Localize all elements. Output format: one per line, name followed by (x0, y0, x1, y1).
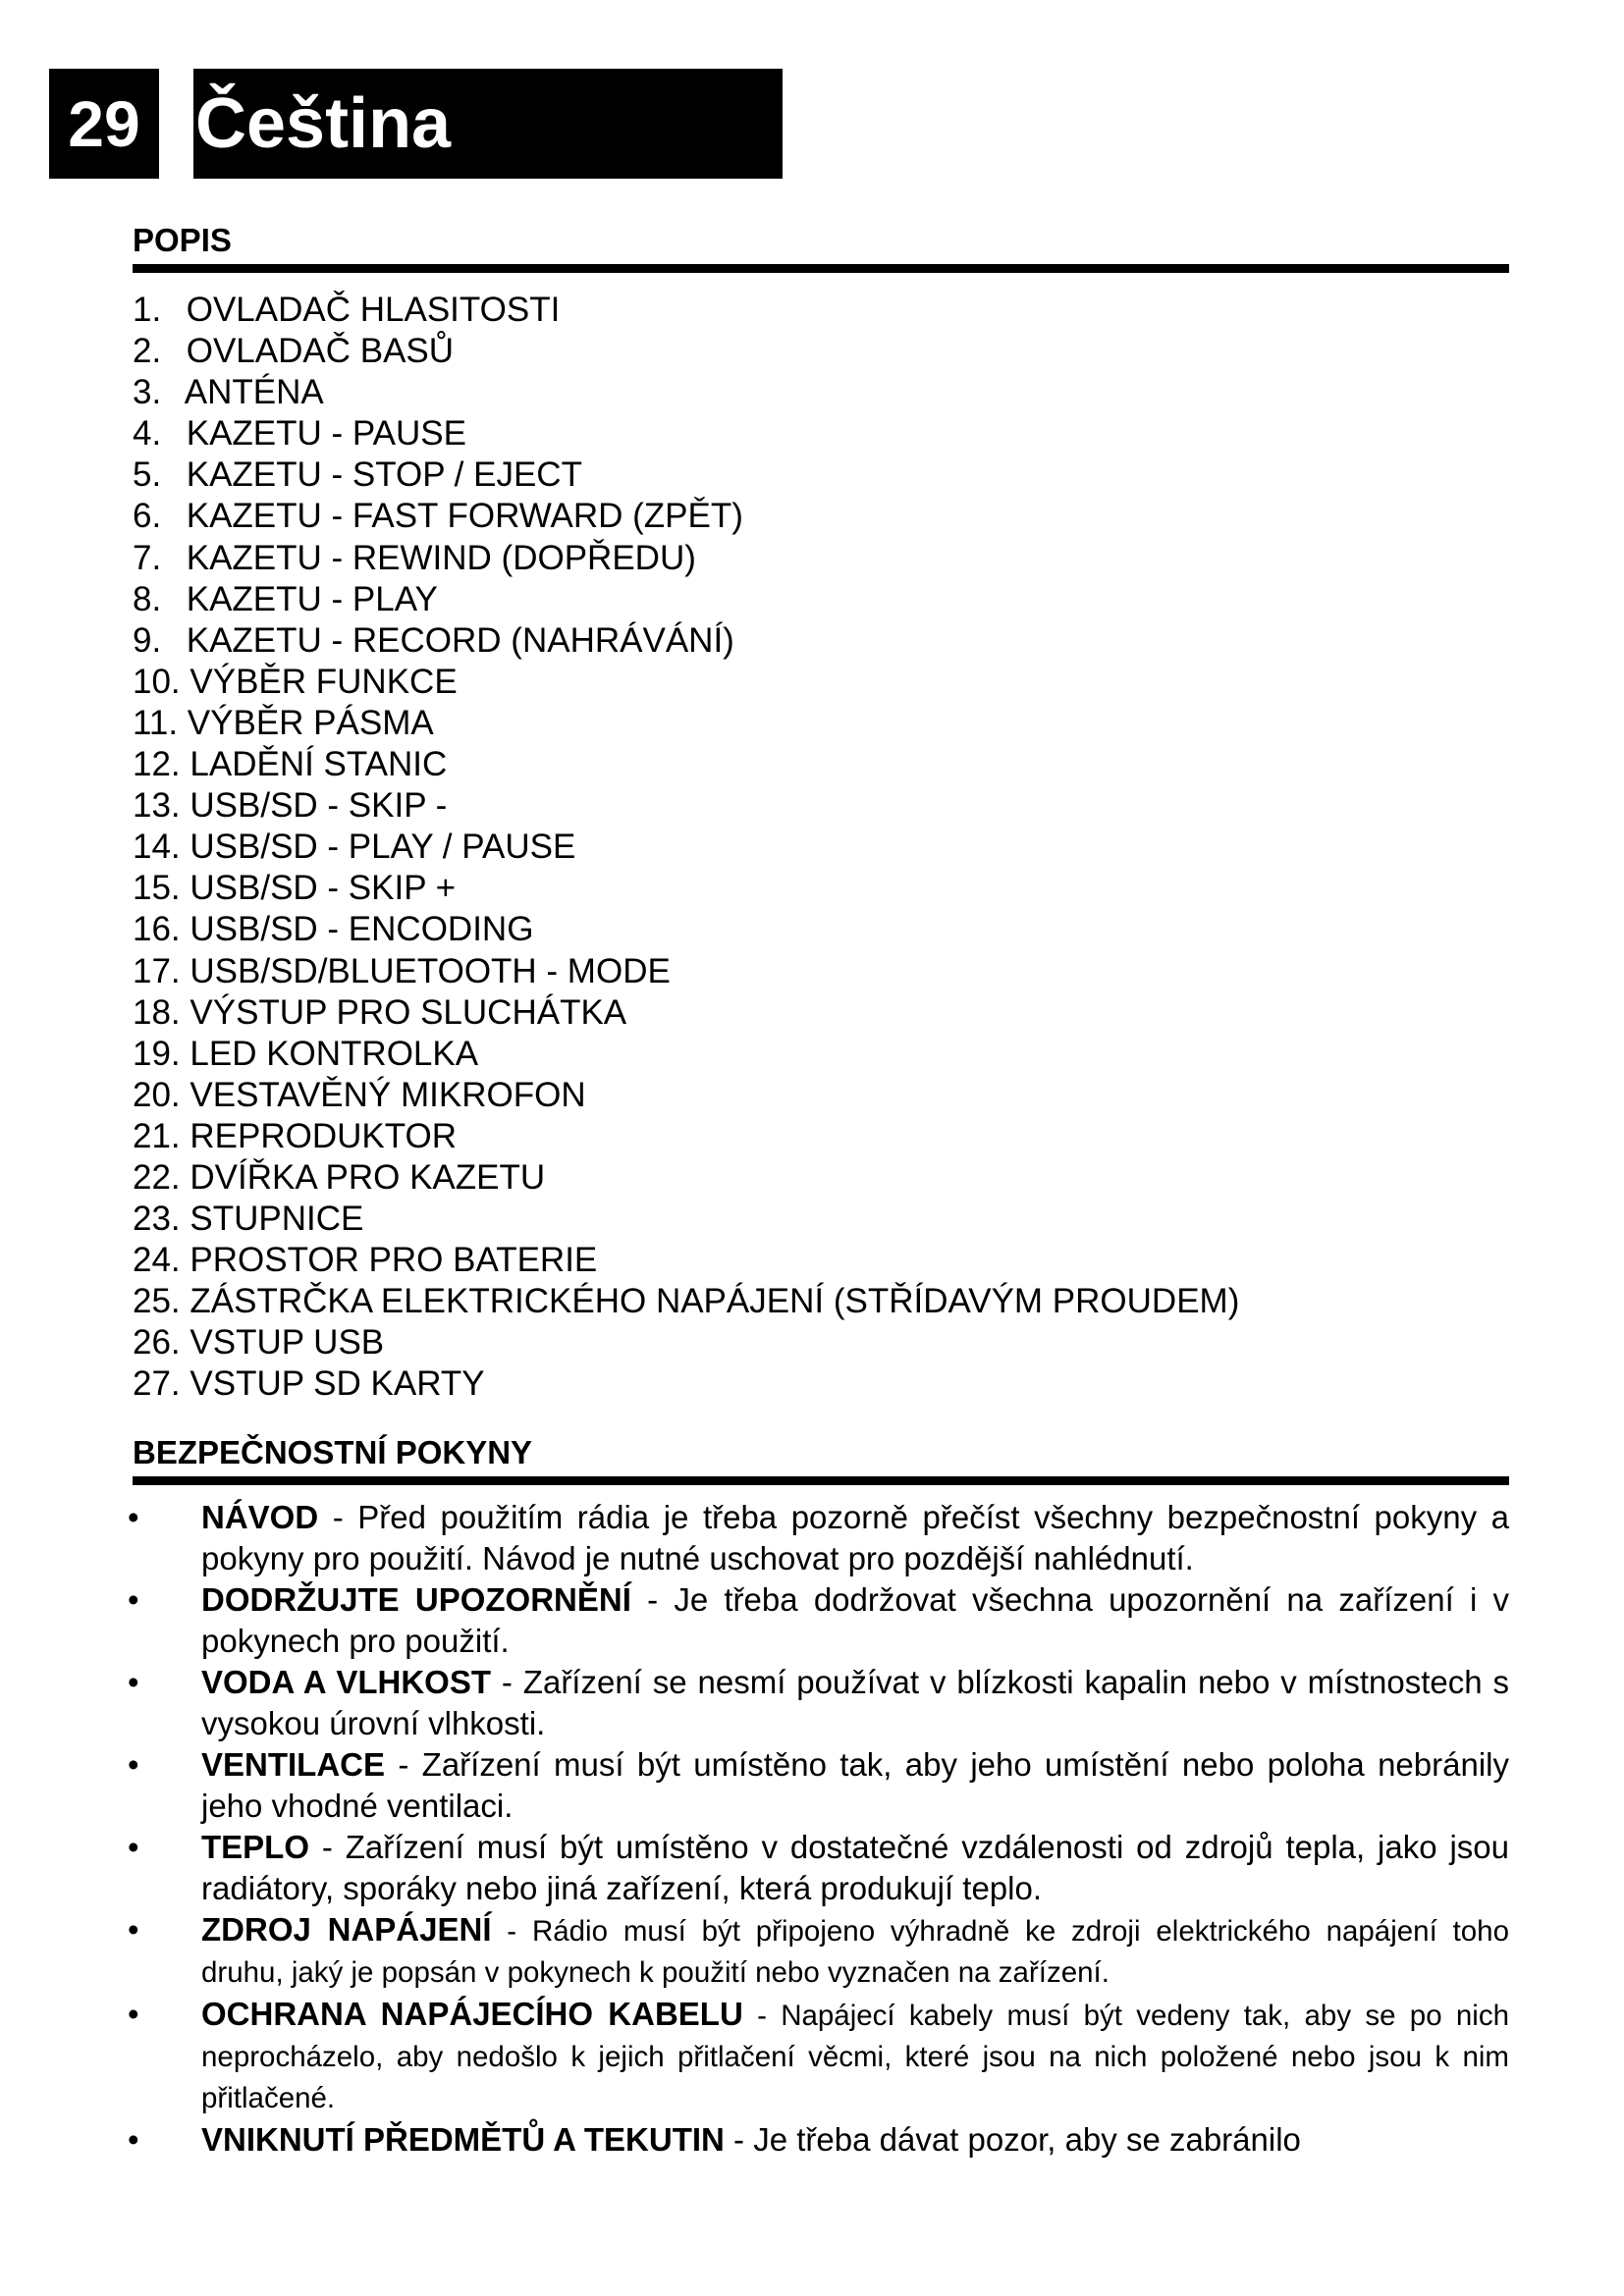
parts-list (133, 290, 1239, 1406)
item-label: ZÁSTRČKA ELEKTRICKÉHO NAPÁJENÍ (STŘÍDAVÝM PROUDEM) (189, 1282, 1240, 1321)
list-item (133, 1116, 1239, 1157)
item-number: 3. (133, 373, 162, 412)
item-number: 24. (133, 1241, 181, 1280)
section-heading-description: POPIS (133, 221, 1509, 273)
bullet-icon: • (128, 1996, 139, 2032)
item-number: 17. (133, 951, 181, 990)
item-label: REPRODUKTOR (189, 1116, 457, 1155)
item-label: KAZETU - PLAY (186, 579, 438, 618)
language-title: Čeština (193, 69, 783, 179)
item-number: 25. (133, 1282, 181, 1321)
item-number: 19. (133, 1034, 181, 1073)
safety-term: VODA A VLHKOST (201, 1664, 491, 1700)
item-number: 15. (133, 869, 181, 908)
list-item (133, 454, 1239, 496)
bullet-icon: • (128, 1499, 139, 1535)
item-number: 13. (133, 786, 181, 826)
list-item (133, 496, 1239, 537)
safety-item (128, 1662, 1509, 1744)
item-label: KAZETU - RECORD (NAHRÁVÁNÍ) (186, 620, 734, 660)
list-item (133, 290, 1239, 331)
item-label: VÝSTUP PRO SLUCHÁTKA (189, 992, 627, 1032)
list-item (133, 827, 1239, 868)
item-label: KAZETU - PAUSE (186, 414, 466, 454)
item-label: KAZETU - STOP / EJECT (186, 455, 582, 495)
safety-item (128, 1744, 1509, 1827)
item-label: VÝBĚR FUNKCE (189, 662, 458, 701)
safety-text: - Zařízení se nesmí používat v blízkosti kapalin nebo v místnostech s vysokou úrovní vlhkosti. (201, 1664, 1509, 1741)
safety-item (128, 1827, 1509, 1909)
list-item (133, 744, 1239, 785)
item-label: USB/SD - ENCODING (189, 910, 534, 949)
item-label: USB/SD - PLAY / PAUSE (189, 828, 576, 867)
item-label: LADĚNÍ STANIC (189, 745, 448, 784)
bullet-icon: • (128, 1746, 139, 1783)
item-number: 6. (133, 497, 162, 536)
safety-item (128, 1994, 1509, 2119)
item-label: USB/SD - SKIP - (189, 786, 448, 826)
list-item (133, 992, 1239, 1034)
item-number: 27. (133, 1364, 181, 1404)
safety-text: - Napájecí kabely musí být vedeny tak, aby se po nich neprocházelo, aby nedošlo k jejich přitlačení věcmi, které jsou na nich položené nebo jsou k nim přitlačené. (201, 2000, 1509, 2114)
item-number: 14. (133, 828, 181, 867)
safety-text: - Rádio musí být připojeno výhradně ke zdroji elektrického napájení toho druhu, jaký je popsán v pokynech k použití nebo vyznačen na zařízení. (201, 1915, 1509, 1989)
item-number: 9. (133, 620, 162, 660)
list-item (133, 372, 1239, 413)
list-item (133, 331, 1239, 372)
safety-item (128, 1497, 1509, 1579)
safety-term: ZDROJ NAPÁJENÍ (201, 1911, 492, 1948)
safety-text: - Zařízení musí být umístěno v dostatečné vzdálenosti od zdrojů tepla, jako jsou radiátory, sporáky nebo jiná zařízení, která produkují teplo. (201, 1829, 1509, 1906)
safety-item (128, 2119, 1509, 2161)
safety-term: VNIKNUTÍ PŘEDMĚTŮ A TEKUTIN (201, 2121, 725, 2158)
list-item (133, 1281, 1239, 1322)
item-label: VSTUP USB (189, 1323, 385, 1362)
list-item (133, 1034, 1239, 1075)
item-label: VSTUP SD KARTY (189, 1364, 485, 1404)
bullet-icon: • (128, 1581, 139, 1618)
list-item (133, 1157, 1239, 1199)
bullet-icon: • (128, 1829, 139, 1865)
list-item (133, 1240, 1239, 1281)
item-number: 12. (133, 745, 181, 784)
safety-term: DODRŽUJTE UPOZORNĚNÍ (201, 1581, 631, 1618)
item-label: KAZETU - REWIND (DOPŘEDU) (186, 538, 696, 577)
list-item (133, 662, 1239, 703)
item-label: USB/SD/BLUETOOTH - MODE (189, 951, 671, 990)
item-label: STUPNICE (189, 1200, 364, 1239)
item-number: 7. (133, 538, 162, 577)
list-item (133, 951, 1239, 992)
list-item (133, 413, 1239, 454)
list-item (133, 785, 1239, 827)
list-item (133, 868, 1239, 909)
page-number-badge: 29 (49, 69, 159, 179)
bullet-icon: • (128, 1911, 139, 1948)
safety-text: - Před použitím rádia je třeba pozorně přečíst všechny bezpečnostní pokyny a pokyny pro použití. Návod je nutné uschovat pro pozdější nahlédnutí. (201, 1499, 1509, 1576)
item-number: 23. (133, 1200, 181, 1239)
safety-term: OCHRANA NAPÁJECÍHO KABELU (201, 1996, 743, 2032)
safety-term: VENTILACE (201, 1746, 386, 1783)
item-number: 4. (133, 414, 162, 454)
item-number: 20. (133, 1075, 181, 1114)
list-item (133, 703, 1239, 744)
item-label: VESTAVĚNÝ MIKROFON (189, 1075, 586, 1114)
list-item (133, 1363, 1239, 1405)
list-item (133, 1322, 1239, 1363)
item-number: 16. (133, 910, 181, 949)
list-item (133, 1199, 1239, 1240)
list-item (133, 909, 1239, 950)
item-label: VÝBĚR PÁSMA (187, 703, 434, 742)
safety-term: TEPLO (201, 1829, 310, 1865)
item-number: 22. (133, 1157, 181, 1197)
safety-item (128, 1579, 1509, 1662)
list-item (133, 1075, 1239, 1116)
safety-text: - Zařízení musí být umístěno tak, aby jeho umístění nebo poloha nebránily jeho vhodné ventilaci. (201, 1746, 1509, 1824)
item-number: 18. (133, 992, 181, 1032)
item-number: 5. (133, 455, 162, 495)
item-number: 26. (133, 1323, 181, 1362)
item-number: 21. (133, 1116, 181, 1155)
item-number: 1. (133, 291, 162, 329)
safety-text: - Je třeba dodržovat všechna upozornění na zařízení i v pokynech pro použití. (201, 1581, 1509, 1659)
item-label: ANTÉNA (184, 373, 324, 412)
safety-list (128, 1497, 1509, 2161)
item-label: OVLADAČ BASŮ (186, 332, 455, 371)
item-label: PROSTOR PRO BATERIE (189, 1241, 598, 1280)
list-item (133, 620, 1239, 662)
item-number: 10. (133, 662, 181, 701)
item-number: 11. (133, 703, 179, 742)
safety-item (128, 1909, 1509, 1994)
bullet-icon: • (128, 1664, 139, 1700)
list-item (133, 579, 1239, 620)
item-label: LED KONTROLKA (189, 1034, 479, 1073)
item-label: DVÍŘKA PRO KAZETU (189, 1157, 546, 1197)
bullet-icon: • (128, 2121, 139, 2158)
item-number: 2. (133, 332, 162, 371)
item-label: KAZETU - FAST FORWARD (ZPĚT) (186, 497, 743, 536)
section-heading-safety: BEZPEČNOSTNÍ POKYNY (133, 1433, 1509, 1485)
safety-text: - Je třeba dávat pozor, aby se zabránilo (724, 2121, 1301, 2158)
item-number: 8. (133, 579, 162, 618)
item-label: OVLADAČ HLASITOSTI (186, 291, 561, 329)
safety-term: NÁVOD (201, 1499, 319, 1535)
list-item (133, 538, 1239, 579)
item-label: USB/SD - SKIP + (189, 869, 457, 908)
